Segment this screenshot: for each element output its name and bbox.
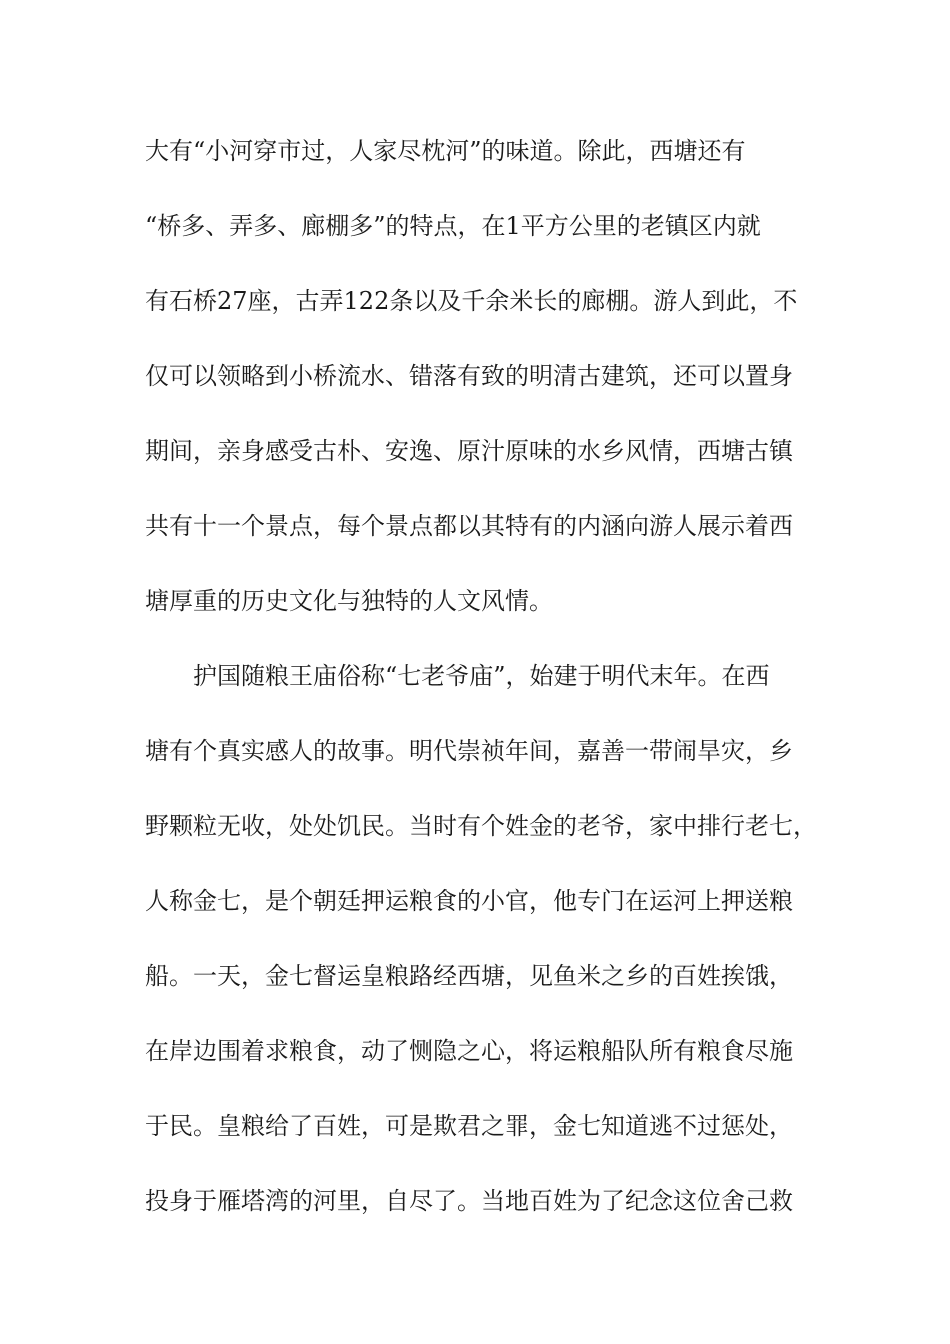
text-line: 塘厚重的历史文化与独特的人文风情。 [145,587,553,615]
text-line: “桥多、弄多、廊棚多”的特点，在1平方公里的老镇区内就 [145,212,761,240]
text-line: 仅可以领略到小桥流水、错落有致的明清古建筑，还可以置身 [145,362,793,390]
text-line: 有石桥27座，古弄122条以及千余米长的廊棚。游人到此，不 [145,287,798,315]
text-line: 人称金七，是个朝廷押运粮食的小官，他专门在运河上押送粮 [145,887,793,915]
paragraph-start-line: 护国随粮王庙俗称“七老爷庙”，始建于明代末年。在西 [145,662,770,690]
text-line: 大有“小河穿市过，人家尽枕河”的味道。除此，西塘还有 [145,137,746,165]
text-line: 共有十一个景点，每个景点都以其特有的内涵向游人展示着西 [145,512,793,540]
text-line: 船。一天，金七督运皇粮路经西塘，见鱼米之乡的百姓挨饿， [145,962,793,990]
text-line: 野颗粒无收，处处饥民。当时有个姓金的老爷，家中排行老七， [145,812,817,840]
text-line: 期间，亲身感受古朴、安逸、原汁原味的水乡风情，西塘古镇 [145,437,793,465]
text-line: 在岸边围着求粮食，动了恻隐之心，将运粮船队所有粮食尽施 [145,1037,793,1065]
text-line: 投身于雁塔湾的河里，自尽了。当地百姓为了纪念这位舍己救 [145,1187,793,1215]
text-line: 塘有个真实感人的故事。明代崇祯年间，嘉善一带闹旱灾，乡 [145,737,793,765]
text-line: 于民。皇粮给了百姓，可是欺君之罪，金七知道逃不过惩处， [145,1112,793,1140]
